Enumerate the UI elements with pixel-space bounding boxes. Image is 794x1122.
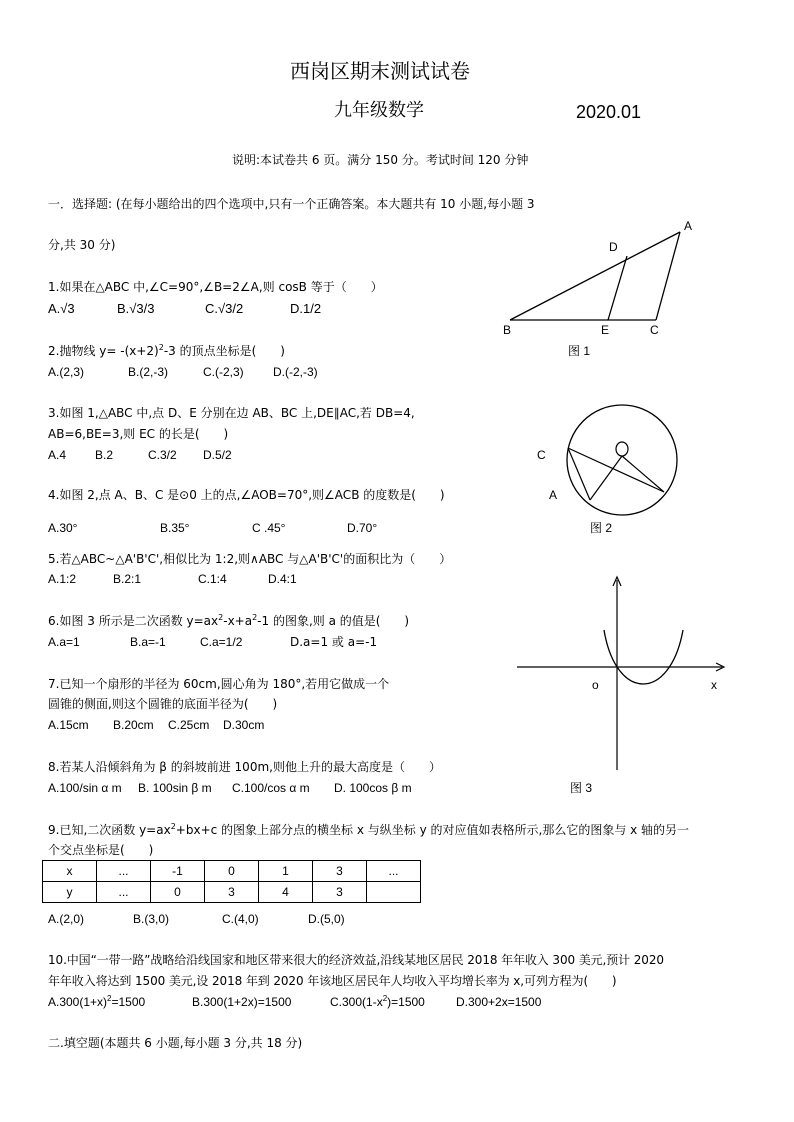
q2-option-b: B.(2,-3) xyxy=(128,365,169,379)
table-cell: ... xyxy=(367,861,421,882)
q9-value-table xyxy=(42,860,421,903)
q4-stem: 4.如图 2,点 A、B、C 是⊙0 上的点,∠AOB=70°,则∠ACB 的度数是( ) xyxy=(48,488,445,502)
q2-stem-sup: 2 xyxy=(158,343,164,352)
q6-stem-sup2: 2 xyxy=(252,613,258,622)
section1-line1: 一．选择题: (在每小题给出的四个选项中,只有一个正确答案。本大题共有 10 小题,每小题 3 xyxy=(48,197,535,211)
section2-title: 二.填空题(本题共 6 小题,每小题 3 分,共 18 分) xyxy=(48,1036,303,1050)
q2-option-d: D.(-2,-3) xyxy=(273,365,318,379)
q1-option-b: B.√3/3 xyxy=(117,301,155,316)
segment-ab xyxy=(510,232,680,320)
q3-option-a: A.4 xyxy=(48,448,67,462)
q5-stem: 5.若△ABC~△A'B'C',相似比为 1:2,则∧ABC 与△A'B'C'的面积比为（ ） xyxy=(48,552,452,566)
q10-line1: 10.中国“一带一路”战略给沿线国家和地区带来很大的经济效益,沿线某地区居民 2018 年年收入 300 美元,预计 2020 xyxy=(48,953,664,967)
q4-option-b: B.35° xyxy=(160,521,190,535)
q1-option-c: C.√3/2 xyxy=(205,301,244,316)
table-cell: y xyxy=(43,882,97,903)
q3-line1: 3.如图 1,△ABC 中,点 D、E 分别在边 AB、BC 上,DE∥AC,若 DB=4, xyxy=(48,406,415,420)
q1-stem: 1.如果在△ABC 中,∠C=90°,∠B=2∠A,则 cosB 等于（ ） xyxy=(48,280,383,294)
q5-option-c: C.1:4 xyxy=(198,572,227,586)
fig3-x-arrow xyxy=(716,663,724,671)
q7-option-a: A.15cm xyxy=(48,718,89,732)
fig1-label-c: C xyxy=(650,323,659,337)
q8-option-b: B. 100sin β m xyxy=(138,781,212,795)
fig1-caption: 图 1 xyxy=(568,344,591,358)
table-cell: -1 xyxy=(151,861,205,882)
q2-stem-b: -3 的顶点坐标是( ) xyxy=(163,344,285,358)
table-row xyxy=(43,882,421,903)
grade-subject: 九年级数学 xyxy=(334,100,424,121)
q10-option-a xyxy=(48,995,145,1009)
q3-option-b: B.2 xyxy=(95,448,114,462)
exam-date: 2020.01 xyxy=(576,102,642,122)
q8-option-c: C.100/cos α m xyxy=(232,781,310,795)
fig2-label-c: C xyxy=(537,448,546,462)
q9-line2: 个交点坐标是( ) xyxy=(48,843,154,857)
q6-stem xyxy=(48,614,409,628)
q6-option-d: D.a=1 或 a=-1 xyxy=(290,635,378,649)
q9-line1 xyxy=(48,823,689,837)
fig1-label-d: D xyxy=(609,240,618,254)
table-cell: ... xyxy=(97,882,151,903)
q6-stem-sup1: 2 xyxy=(218,613,224,622)
q10-option-c-sup: 2 xyxy=(382,994,388,1003)
q6-option-b: B.a=-1 xyxy=(130,635,166,649)
fig2-radius-ob xyxy=(622,456,664,492)
table-cell: 0 xyxy=(205,861,259,882)
q5-option-b: B.2:1 xyxy=(113,572,142,586)
q7-line2: 圆锥的侧面,则这个圆锥的底面半径为( ) xyxy=(48,697,278,711)
q10-option-c xyxy=(330,995,425,1009)
table-cell: 0 xyxy=(151,882,205,903)
q7-option-c: C.25cm xyxy=(168,718,210,732)
fig2-chord-cb xyxy=(568,448,664,492)
table-row xyxy=(43,861,421,882)
fig1-label-e: E xyxy=(601,323,610,337)
q7-line1: 7.已知一个扇形的半径为 60cm,圆心角为 180°,若用它做成一个 xyxy=(48,677,390,691)
q6-option-a: A.a=1 xyxy=(48,635,80,649)
q10-option-a-text: A.300(1+x) xyxy=(48,995,108,1009)
table-cell: x xyxy=(43,861,97,882)
q10-option-c-text: C.300(1-x xyxy=(330,995,383,1009)
q6-stem-c: -1 的图象,则 a 的值是( ) xyxy=(257,614,410,628)
table-cell: 1 xyxy=(259,861,313,882)
q3-option-c: C.3/2 xyxy=(148,448,177,462)
q9-line1-a: 9.已知,二次函数 y=ax xyxy=(48,823,171,837)
fig3-caption: 图 3 xyxy=(570,781,593,795)
fig2-caption: 图 2 xyxy=(590,521,613,535)
table-cell: ... xyxy=(97,861,151,882)
q2-stem-a: 2.抛物线 y= -(x+2) xyxy=(48,344,159,358)
table-cell: 3 xyxy=(313,861,367,882)
fig2-chord-ca xyxy=(568,448,590,500)
table-cell: 4 xyxy=(259,882,313,903)
q8-option-a: A.100/sin α m xyxy=(48,781,122,795)
q5-option-a: A.1:2 xyxy=(48,572,77,586)
q10-option-d: D.300+2x=1500 xyxy=(456,995,542,1009)
table-cell: 3 xyxy=(313,882,367,903)
table-cell: 3 xyxy=(205,882,259,903)
q10-option-b: B.300(1+2x)=1500 xyxy=(192,995,292,1009)
page-title: 西岗区期末测试试卷 xyxy=(290,59,470,83)
q4-option-c: C .45° xyxy=(252,521,286,535)
q7-option-b: B.20cm xyxy=(113,718,154,732)
q4-option-d: D.70° xyxy=(347,521,378,535)
fig2-label-a: A xyxy=(549,488,558,502)
q9-option-a: A.(2,0) xyxy=(48,912,85,926)
q1-option-a: A.√3 xyxy=(48,301,75,316)
q6-stem-b: -x+a xyxy=(223,614,253,628)
q9-option-c: C.(4,0) xyxy=(222,912,259,926)
fig3-y-arrow xyxy=(613,577,621,586)
q3-line2: AB=6,BE=3,则 EC 的长是( ) xyxy=(48,427,229,441)
fig3-parabola xyxy=(604,630,683,684)
fig2-radius-oa xyxy=(590,456,622,500)
q2-option-c: C.(-2,3) xyxy=(203,365,244,379)
fig2-circle xyxy=(567,405,677,515)
q1-option-d: D.1/2 xyxy=(290,301,322,316)
q4-option-a: A.30° xyxy=(48,521,78,535)
fig3-label-o: o xyxy=(592,678,599,692)
q8-stem: 8.若某人沿倾斜角为 β 的斜坡前进 100m,则他上升的最大高度是（ ） xyxy=(48,760,441,774)
q6-option-c: C.a=1/2 xyxy=(200,635,243,649)
q9-option-b: B.(3,0) xyxy=(133,912,170,926)
q8-option-d: D. 100cos β m xyxy=(334,781,412,795)
q9-option-d: D.(5,0) xyxy=(308,912,345,926)
q2-option-a: A.(2,3) xyxy=(48,365,85,379)
q9-line1-sup: 2 xyxy=(170,822,176,831)
fig3-label-x: x xyxy=(711,678,717,692)
q3-option-d: D.5/2 xyxy=(203,448,232,462)
q10-option-c-rest: )=1500 xyxy=(387,995,425,1009)
exam-note: 说明:本试卷共 6 页。满分 150 分。考试时间 120 分钟 xyxy=(232,153,529,167)
fig2-center-o xyxy=(616,442,628,456)
q9-line1-b: +bx+c 的图象上部分点的横坐标 x 与纵坐标 y 的对应值如表格所示,那么它的图象与 x 轴的另一 xyxy=(175,823,690,837)
fig1-label-a: A xyxy=(684,219,693,233)
q6-stem-a: 6.如图 3 所示是二次函数 y=ax xyxy=(48,614,219,628)
segment-de xyxy=(608,256,627,320)
q5-option-d: D.4:1 xyxy=(268,572,297,586)
q7-option-d: D.30cm xyxy=(223,718,265,732)
segment-ac xyxy=(656,232,680,320)
fig1-label-b: B xyxy=(503,323,512,337)
table-cell xyxy=(367,882,421,903)
q10-option-a-rest: =1500 xyxy=(111,995,146,1009)
section1-line2: 分,共 30 分) xyxy=(48,238,116,252)
q10-option-a-sup: 2 xyxy=(107,994,112,1003)
q10-line2: 年年收入将达到 1500 美元,设 2018 年到 2020 年该地区居民年人均收入平均增长率为 x,可列方程为( ) xyxy=(48,974,617,988)
q2-stem xyxy=(48,344,285,358)
